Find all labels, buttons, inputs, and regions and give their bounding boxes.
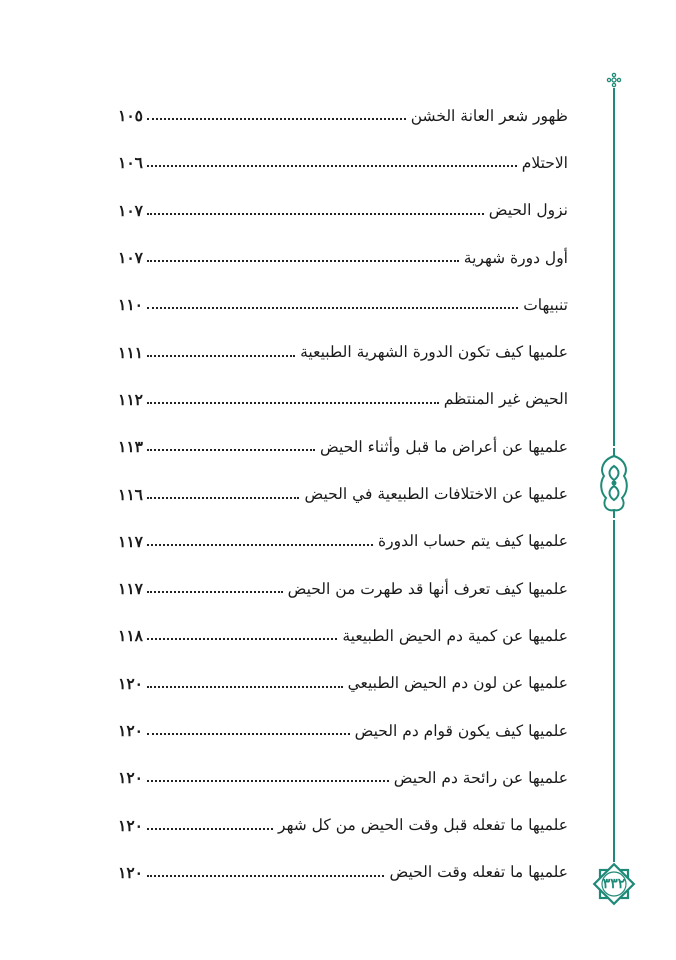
- toc-entry-page: ١١٧: [118, 531, 143, 551]
- toc-leader-dots: [147, 827, 273, 830]
- toc-entry: [118, 754, 568, 801]
- toc-entry-title: علميها عن الاختلافات الطبيعية في الحيض: [304, 485, 568, 504]
- toc-leader-dots: [147, 590, 283, 593]
- toc-entry-page: ١١٢: [118, 389, 143, 409]
- toc-entry-page: ١١٠: [118, 295, 143, 315]
- toc-entry-page: ١٢٠: [118, 673, 143, 693]
- toc-entry-title: علميها كيف يتم حساب الدورة: [378, 532, 568, 551]
- toc-leader-dots: [147, 306, 518, 309]
- toc-entry-title: أول دورة شهرية: [463, 248, 568, 267]
- toc-leader-dots: [147, 164, 517, 167]
- toc-entry: [118, 518, 568, 565]
- toc-entry-title: علميها ما تفعله وقت الحيض: [389, 863, 568, 882]
- toc-entry-page: ١٠٧: [118, 248, 143, 268]
- toc-leader-dots: [147, 779, 389, 782]
- toc-entry-page: ١١٧: [118, 579, 143, 599]
- toc-leader-dots: [147, 543, 373, 546]
- arabesque-ornament-icon: [598, 446, 630, 520]
- toc-entry-page: ١٢٠: [118, 862, 143, 882]
- toc-entry: [118, 281, 568, 328]
- toc-entry-title: علميها كيف تكون الدورة الشهرية الطبيعية: [300, 343, 568, 362]
- toc-leader-dots: [147, 117, 406, 120]
- toc-entry-title: تنبيهات: [523, 295, 568, 314]
- toc-entry: [118, 187, 568, 234]
- toc-entry-title: الاحتلام: [521, 153, 568, 172]
- toc-entry: [118, 565, 568, 612]
- toc-entry: [118, 801, 568, 848]
- toc-leader-dots: [147, 259, 459, 262]
- toc-entry-title: علميها عن لون دم الحيض الطبيعي: [347, 674, 568, 693]
- toc-entry: [118, 470, 568, 517]
- toc-entry-page: ١١٣: [118, 437, 143, 457]
- toc-entry: [118, 234, 568, 281]
- toc-entry: [118, 660, 568, 707]
- toc-entry-page: ١٢٠: [118, 768, 143, 788]
- toc-entry-page: ١٠٧: [118, 200, 143, 220]
- page-number: ٣٣٢: [602, 876, 626, 892]
- toc-entry-title: علميها كيف يكون قوام دم الحيض: [354, 721, 568, 740]
- toc-entry-title: علميها كيف تعرف أنها قد طهرت من الحيض: [287, 579, 568, 598]
- toc-entry: [118, 139, 568, 186]
- toc-entry-page: ١٠٦: [118, 153, 143, 173]
- toc-entry-title: علميها عن أعراض ما قبل وأثناء الحيض: [320, 437, 568, 456]
- toc-leader-dots: [147, 685, 343, 688]
- toc-entry-page: ١١٦: [118, 484, 143, 504]
- toc-leader-dots: [147, 448, 315, 451]
- toc-leader-dots: [147, 354, 295, 357]
- table-of-contents: [118, 92, 568, 896]
- toc-entry: [118, 423, 568, 470]
- toc-leader-dots: [147, 732, 350, 735]
- toc-leader-dots: [147, 496, 299, 499]
- toc-entry-page: ١١٨: [118, 626, 143, 646]
- toc-entry-title: نزول الحيض: [488, 201, 568, 220]
- toc-entry: [118, 328, 568, 375]
- toc-entry-page: ١٠٥: [118, 106, 143, 126]
- toc-entry: [118, 612, 568, 659]
- toc-entry-title: علميها عن رائحة دم الحيض: [393, 768, 568, 787]
- toc-entry: [118, 376, 568, 423]
- toc-entry-title: علميها ما تفعله قبل وقت الحيض من كل شهر: [278, 816, 568, 835]
- toc-entry-title: علميها عن كمية دم الحيض الطبيعية: [342, 626, 568, 645]
- toc-leader-dots: [147, 637, 337, 640]
- toc-entry-title: الحيض غير المنتظم: [443, 390, 568, 409]
- toc-entry: [118, 707, 568, 754]
- flower-ornament-icon: [606, 72, 622, 88]
- toc-entry: [118, 849, 568, 896]
- toc-leader-dots: [147, 212, 484, 215]
- toc-leader-dots: [147, 874, 385, 877]
- toc-leader-dots: [147, 401, 439, 404]
- toc-entry-page: ١٢٠: [118, 815, 143, 835]
- toc-entry: [118, 92, 568, 139]
- toc-entry-page: ١١١: [118, 342, 143, 362]
- toc-entry-page: ١٢٠: [118, 721, 143, 740]
- toc-entry-title: ظهور شعر العانة الخشن: [410, 106, 568, 125]
